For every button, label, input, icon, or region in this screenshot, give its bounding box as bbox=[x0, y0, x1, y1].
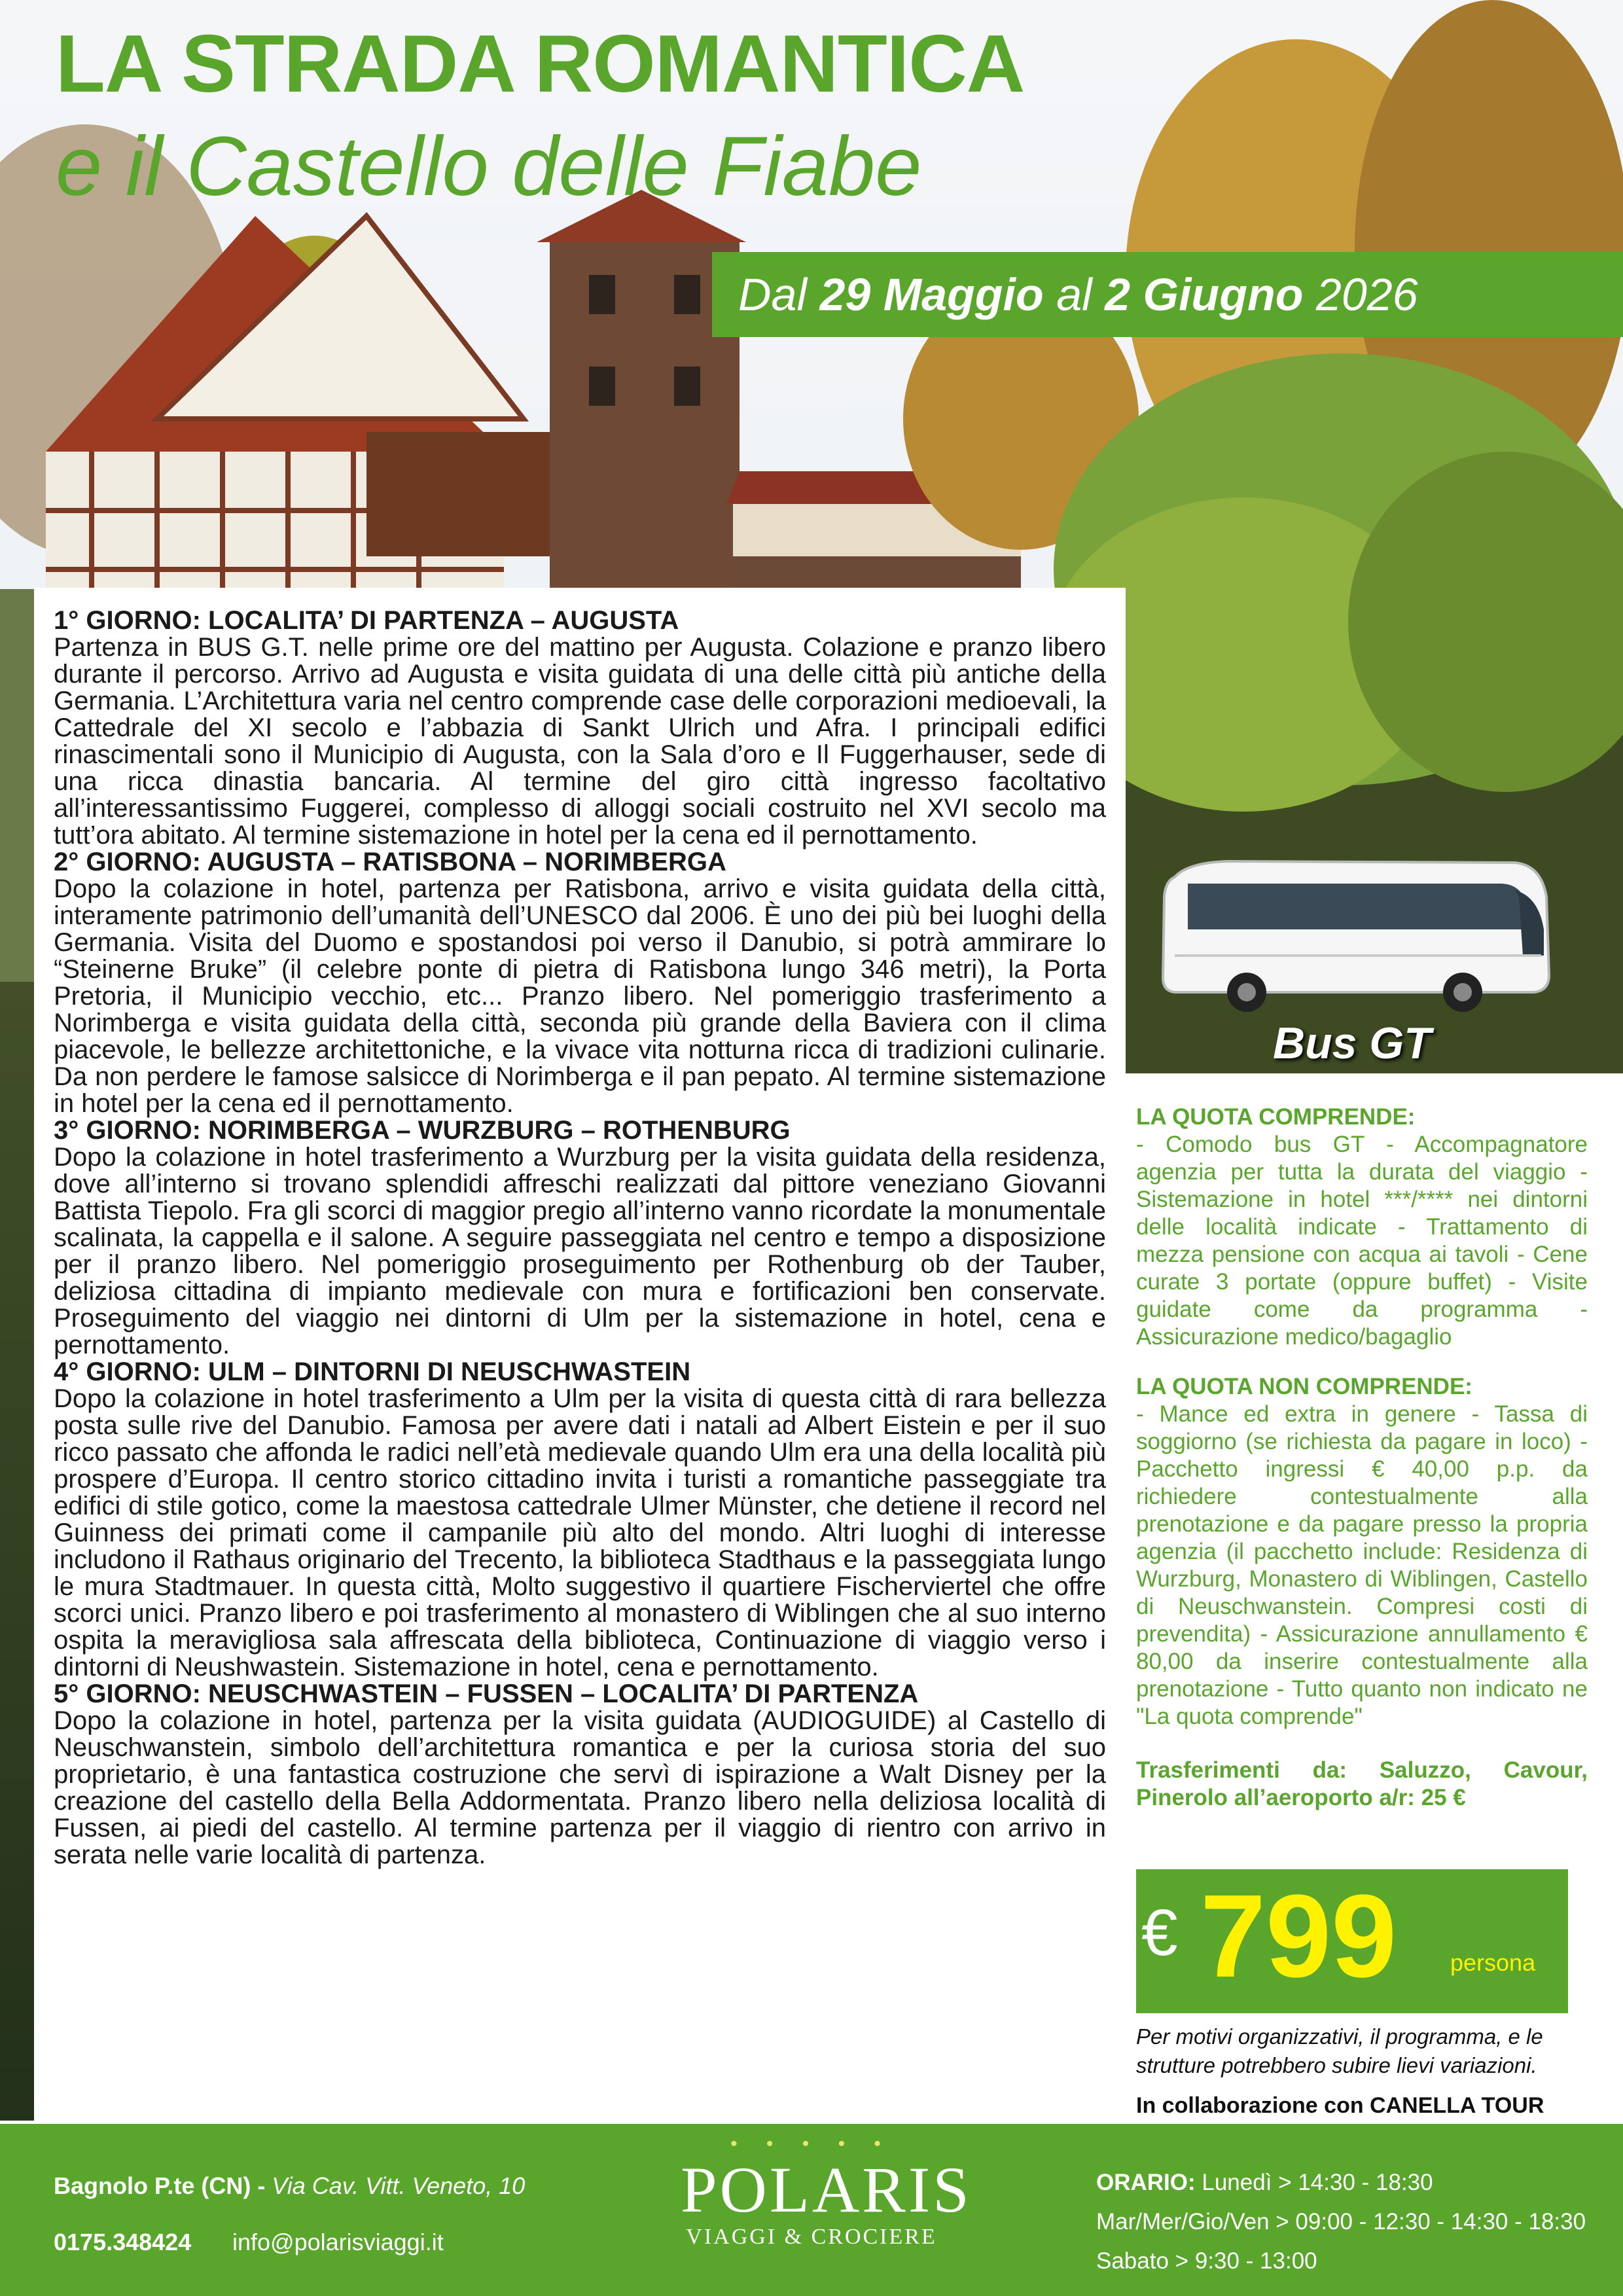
day-2-title: 2° GIORNO: AUGUSTA – RATISBONA – NORIMBERGA bbox=[54, 848, 726, 876]
agency-phone[interactable]: 0175.348424 bbox=[54, 2229, 192, 2255]
program-text bbox=[54, 607, 1106, 1869]
day-3-title: 3° GIORNO: NORIMBERGA – WURZBURG – ROTHENBURG bbox=[54, 1116, 791, 1145]
collaboration-note: In collaborazione con CANELLA TOUR bbox=[1136, 2093, 1544, 2118]
price-unit: persona bbox=[1450, 1949, 1536, 1976]
day-1-title: 1° GIORNO: LOCALITA’ DI PARTENZA – AUGUSTA bbox=[54, 606, 679, 635]
day-3-text: Dopo la colazione in hotel trasferimento a Wurzburg per la visita guidata della residenza, dove all’interno si trovano splendidi affreschi realizzati dal pittore veneziano Giovanni Battista Tiepolo. Fra gli scorci di maggior pregio all’interno vanno ricordate la monumentale scalinata, la cappella e il salone. A seguire passeggiata nel centro e tempo a disposizione per il pranzo libero. Nel pomeriggio proseguimento per Rothenburg ob der Tauber, deliziosa cittadina di impianto medievale con mura e fortificazioni ben conservate. Proseguimento del viaggio nei dintorni di Ulm per la sistemazione in hotel, cena e pernottamento. bbox=[54, 1143, 1106, 1359]
program-panel bbox=[34, 588, 1126, 2126]
hours-row-3: Sabato > 9:30 - 13:00 bbox=[1096, 2248, 1317, 2274]
date-prefix: Dal bbox=[738, 269, 820, 320]
price-currency: € bbox=[1141, 1896, 1178, 1969]
day-1-text: Partenza in BUS G.T. nelle prime ore del mattino per Augusta. Colazione e pranzo libero durante il percorso. Arrivo ad Augusta e visita guidata di una delle città più antiche della Germania. L’Architettura varia nel centro comprende case delle corporazioni medioevali, la Cattedrale del XI secolo e l’abbazia di Sankt Ulrich und Afra. I principali edifici rinascimentali sono il Municipio di Augusta, con la Sala d’oro e Il Fuggerhauser, sede di una ricca dinastia bancaria. Al termine del giro città ingresso facoltativo all’interessantissimo Fuggerei, complesso di alloggi sociali costruito nel XVI secolo ma tutt’ora abitato. Al termine sistemazione in hotel per la cena ed il pernottamento. bbox=[54, 633, 1106, 850]
agency-city: Bagnolo P.te (CN) - bbox=[54, 2172, 266, 2199]
agency-address bbox=[54, 2172, 525, 2200]
date-start: 29 Maggio bbox=[819, 269, 1044, 320]
hours-row-2: Mar/Mer/Gio/Ven > 09:00 - 12:30 - 14:30 - 18:30 bbox=[1096, 2209, 1586, 2234]
title-subtitle: e il Castello delle Fiabe bbox=[56, 120, 922, 213]
excludes-title: LA QUOTA NON COMPRENDE: bbox=[1136, 1374, 1472, 1399]
agency-email[interactable]: info@polarisviaggi.it bbox=[232, 2229, 444, 2255]
day-5-title: 5° GIORNO: NEUSCHWASTEIN – FUSSEN – LOCALITA’ DI PARTENZA bbox=[54, 1679, 919, 1708]
date-end: 2 Giugno bbox=[1105, 269, 1304, 320]
hours-monday: Lunedì > 14:30 - 18:30 bbox=[1195, 2170, 1433, 2195]
excludes-text: - Mance ed extra in genere - Tassa di soggiorno (se richiesta da pagare in loco) - Pacchetto ingressi € 40,00 p.p. da richiedere contestualmente alla prenotazione e da pagare presso la propria agenzia (il pacchetto include: Residenza di Wurzburg, Monastero di Wiblingen, Castello di Neuschwanstein. Compresi costi di prevendita) - Assicurazione annullamento € 80,00 da inserire contestualmente alla prenotazione - Tutto quanto non indicato ne "La quota comprende" bbox=[1136, 1401, 1588, 1729]
transfers-info: Trasferimenti da: Saluzzo, Cavour, Pinerolo all’aeroporto a/r: 25 € bbox=[1136, 1757, 1588, 1810]
footer-bar bbox=[0, 2124, 1623, 2296]
date-mid: al bbox=[1043, 269, 1105, 320]
day-5-text: Dopo la colazione in hotel, partenza per la visita guidata (AUDIOGUIDE) al Castello di Neuschwanstein, simbolo dell’architettura romantica e per la curiosa storia del suo proprietario, è una fantastica costruzione che servì di ispirazione a Walt Disney per la creazione del castello della Bella Addormentata. Pranzo libero nella deliziosa località di Fussen, ai piedi del castello. Al termine partenza per il viaggio di rientro con arrivo in serata nelle varie località di partenza. bbox=[54, 1706, 1106, 1869]
hours-row-1 bbox=[1096, 2163, 1586, 2202]
side-text bbox=[1136, 1103, 1588, 1812]
date-banner bbox=[712, 252, 1623, 337]
polaris-logo bbox=[681, 2133, 972, 2291]
price-box bbox=[1136, 1869, 1568, 2013]
day-2-text: Dopo la colazione in hotel, partenza per Ratisbona, arrivo e visita guidata della città, interamente patrimonio dell’umanità dell’UNESCO dal 2006. È uno dei più bei luoghi della Germania. Visita del Duomo e spostandosi poi verso il Danubio, si potrà ammirare lo “Steinerne Bruke” (il celebre ponte di pietra di Ratisbona lungo 346 metri), la Porta Pretoria, il Municipio vecchio, etc... Pranzo libero. Nel pomeriggio trasferimento a Norimberga e visita guidata della città, seconda più grande della Baviera con il clima piacevole, le bellezze architettoniche, e la vivace vita notturna ricca di tradizioni culinarie. Da non perdere le famose salsicce di Norimberga e il pan pepato. Al termine sistemazione in hotel per la cena ed il pernottamento. bbox=[54, 874, 1106, 1118]
bus-label: Bus GT bbox=[1273, 1018, 1431, 1068]
includes-title: LA QUOTA COMPRENDE: bbox=[1136, 1104, 1416, 1130]
bus-icon bbox=[1149, 851, 1554, 1014]
date-year: 2026 bbox=[1303, 269, 1418, 320]
title-main: LA STRADA ROMANTICA bbox=[56, 19, 1025, 109]
day-4-text: Dopo la colazione in hotel trasferimento a Ulm per la visita di questa città di rara bellezza posta sulle rive del Danubio. Famosa per avere dati i natali ad Albert Eistein e per il suo ricco passato che affonda le radici nell’età medievale quando Ulm era una della località più prospere d’Europa. Il centro storico cittadino invita i turisti a romantiche passeggiate tra edifici di stile gotico, come la maestosa cattedrale Ulmer Münster, che detiene il record nel Guinness dei primati come il campanile più alto del mondo. Altri luoghi di interesse includono il Rathaus originario del Trecento, la biblioteca Stadthaus e la passeggiata lungo le mura Stadtmauer. In questa città, Molto suggestivo il quartiere Fischerviertel che offre scorci unici. Pranzo libero e poi trasferimento al monastero di Wiblingen che al suo interno ospita la meravigliosa sala affrescata della biblioteca, Continuazione di viaggio verso i dintorni di Neushwastein. Sistemazione in hotel, cena e pernottamento. bbox=[54, 1384, 1106, 1681]
logo-stars-icon: • • • • • bbox=[730, 2133, 893, 2155]
price-amount: 799 bbox=[1200, 1871, 1397, 2002]
includes-text: - Comodo bus GT - Accompagnatore agenzia per tutta la durata del viaggio - Sistemazione in hotel ***/**** nei dintorni delle località indicate - Trattamento di mezza pensione con acqua ai tavoli - Cene curate 3 portate (oppure buffet) - Visite guidate come da programma - Assicurazione medico/bagaglio bbox=[1136, 1132, 1588, 1350]
hours-label: ORARIO: bbox=[1096, 2170, 1196, 2195]
opening-hours bbox=[1096, 2163, 1586, 2281]
day-4-title: 4° GIORNO: ULM – DINTORNI DI NEUSCHWASTEIN bbox=[54, 1357, 691, 1386]
logo-subtitle: VIAGGI & CROCIERE bbox=[686, 2225, 937, 2249]
disclaimer-note: Per motivi organizzativi, il programma, e le strutture potrebbero subire lievi variazioni. bbox=[1136, 2024, 1543, 2077]
logo-name: POLARIS bbox=[681, 2153, 972, 2226]
agency-street: Via Cav. Vitt. Veneto, 10 bbox=[265, 2172, 526, 2199]
